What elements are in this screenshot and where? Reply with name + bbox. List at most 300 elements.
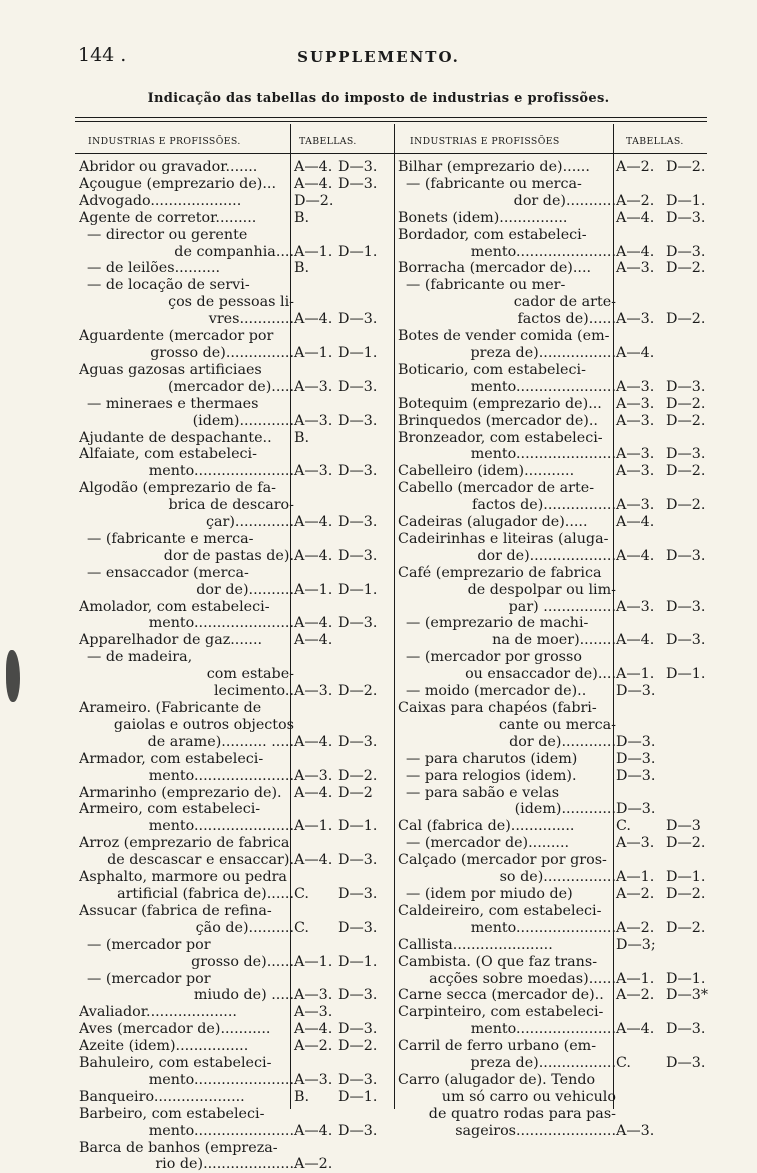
entry-line: dor de)................... [477,547,616,564]
table-code-a: A—1. [294,581,333,598]
entry-line: de arame).......... ..... [147,733,294,750]
entry-text [398,210,616,227]
entry-line: rio de).................... [155,1156,294,1173]
entry-text [79,869,294,903]
table-code-a: A—2. [294,1038,333,1055]
entry-line: lecimento.. [213,683,294,700]
entry-line: Assucar (fabrica de refina- [79,902,272,919]
table-row [398,430,710,464]
table-code-a: A—3. [294,767,333,784]
entry-line: Aguas gazosas artificiaes [79,361,262,378]
entry-line: grosso de)...... [191,953,294,970]
table-code-a: A—3. [294,463,333,480]
table-row [398,700,710,751]
table-code-a: D—2. [294,192,334,209]
entry-text [398,649,616,683]
table-code-a: D—3. [616,683,656,700]
table-code-d: D—2. [666,159,706,175]
table-code-a: A—4. [616,547,655,564]
table-row [398,1072,710,1140]
entry-line: — mineraes e thermaes [87,395,259,412]
table-row [398,328,710,362]
entry-line: Aguardente (mercador por [79,328,274,345]
entry-line: — (mercador por [87,970,211,987]
entry-text [398,176,616,210]
entry-line: miudo de) ..... [193,987,294,1004]
entry-line: — (idem por miudo de) [406,885,573,902]
table-row [398,531,710,565]
table-code-d: D—3. [338,378,378,395]
table-code-a: A—3. [294,1071,333,1088]
table-code-d: D—1. [338,1088,378,1105]
entry-line: so de)................ [499,869,616,886]
entry-line: — (fabricante ou mer- [406,277,566,294]
table-code-d: D—2. [666,260,706,277]
entry-text [79,751,294,785]
entry-line: preza de)................. [470,344,616,361]
entry-text [79,700,294,751]
entry-text [398,159,616,176]
entry-line: de despolpar ou lim- [467,581,616,598]
entry-line: (idem)............ [192,412,294,429]
table-code-a: A—4. [294,514,333,531]
table-row [398,227,710,261]
table-code-a: A—3. [294,683,333,700]
entry-line: Alfaiate, com estabeleci- [79,446,257,463]
entry-text [398,463,616,480]
table-row [398,362,710,396]
table-code-d: D—3. [666,243,706,260]
entry-line: çar)............. [205,514,294,531]
table-code-a: A—1. [616,869,655,886]
table-code-a: A—2. [616,159,655,175]
entry-text [398,700,616,751]
entry-text [79,1089,294,1106]
table-row [79,785,394,802]
entry-text [79,176,294,193]
entry-line: Arameiro. (Fabricante de [79,700,262,716]
table-code-a: A—4. [616,243,655,260]
table-row [79,176,394,193]
table-code-d: D—3. [338,733,378,750]
table-row [79,1140,394,1173]
table-row [398,260,710,277]
entry-line: Carpinteiro, com estabeleci- [398,1004,604,1021]
table-code-a: A—3. [294,1004,333,1021]
entry-line: Borracha (mercador de).... [398,260,592,277]
entry-line: Armador, com estabeleci- [79,750,264,767]
entry-line: dor de pastas de). [163,547,294,564]
entry-line: mento...................... [148,615,294,632]
entry-line: de descascar e ensaccar). [107,852,294,869]
table-code-d: D—2. [338,683,378,700]
table-row [79,396,394,430]
entry-line: ços de pessoas li- [168,294,294,311]
table-row [398,463,710,480]
table-row [79,632,394,649]
table-code-a: C. [294,919,309,936]
entry-text [398,835,616,852]
table-code-a: A—4. [294,632,333,649]
table-code-d: D—1. [338,243,378,260]
table-code-d: D—1. [338,344,378,361]
table-code-a: A—4. [294,852,333,869]
entry-line: Cadeiras (alugador de)..... [398,514,588,531]
entry-text [398,227,616,261]
right-column [398,159,710,1140]
entry-line: — de madeira, [87,649,193,666]
entry-line: brica de descaro- [168,497,294,514]
table-code-a: A—3. [294,378,333,395]
entry-text [79,446,294,480]
entry-text [79,649,294,700]
table-row [79,869,394,903]
table-row [79,480,394,531]
entry-line: Caixas para chapéos (fabri- [398,700,597,716]
table-row [79,700,394,751]
entry-text [398,565,616,616]
entry-text [398,886,616,903]
table-row [398,649,710,683]
entry-line: — de locação de servi- [87,277,250,294]
table-row [79,1055,394,1089]
entry-text [79,1038,294,1055]
entry-text [398,683,616,700]
table-code-a: A—4. [294,733,333,750]
table-row [398,683,710,700]
entry-line: ou ensaccador de).... [465,666,616,683]
table-code-a: B. [294,260,310,277]
table-code-d: D—3. [338,615,378,632]
table-code-d: D—3* [666,987,709,1004]
entry-text [79,1140,294,1173]
table-row [79,210,394,227]
entry-line: Armeiro, com estabeleci- [79,801,261,818]
entry-line: Callista...................... [398,936,553,953]
table-row [398,751,710,768]
entry-text [79,210,294,227]
entry-text [398,1004,616,1038]
page-title: SUPPLEMENTO. [297,48,460,66]
entry-text [398,785,616,819]
table-code-a: A—3. [616,598,655,615]
table-code-d: D—2. [666,311,706,328]
table-code-a: A—3. [616,395,655,412]
table-row [398,210,710,227]
table-code-a: A—1. [294,344,333,361]
table-code-a: A—3. [616,412,655,429]
entry-line: dor de)........... [513,192,616,209]
entry-line: Botes de vender comida (em- [398,328,610,345]
table-code-d: D—3. [338,1071,378,1088]
table-code-a: B. [294,1088,310,1105]
table-code-d: D—2. [666,395,706,412]
table-row [398,396,710,413]
entry-line: Açougue (emprezario de)... [79,175,276,192]
left-industries-header: INDUSTRIAS E PROFISSÕES. [88,136,241,147]
table-code-d: D—2. [666,885,706,902]
entry-line: Bronzeador, com estabeleci- [398,429,603,446]
entry-line: Carro (alugador de). Tendo [398,1071,596,1088]
entry-text [79,396,294,430]
table-row [79,565,394,599]
entry-line: mento...................... [470,1021,616,1038]
table-code-d: D—3 [666,818,701,835]
table-row [79,430,394,447]
table-code-a: D—3. [616,750,656,767]
entry-line: com estabe- [206,666,294,683]
entry-line: Bonets (idem)............... [398,209,568,226]
table-code-d: D—3. [338,159,378,175]
left-column [79,159,394,1173]
entry-line: Calçado (mercador por gros- [398,852,607,869]
entry-line: mento...................... [148,767,294,784]
entry-text [79,260,294,277]
table-row [79,446,394,480]
table-code-a: A—2. [616,919,655,936]
table-code-a: A—4. [294,1122,333,1139]
entry-text [398,480,616,514]
entry-line: Café (emprezario de fabrica [398,564,602,581]
entry-line: Bahuleiro, com estabeleci- [79,1055,272,1072]
table-code-d: D—1. [338,818,378,835]
table-row [398,413,710,430]
table-code-d: D—2. [338,767,378,784]
table-code-a: A—2. [616,885,655,902]
table-code-a: A—4. [294,1021,333,1038]
table-code-d: D—3. [338,175,378,192]
right-industries-header: INDUSTRIAS E PROFISSÕES [410,136,560,147]
entry-text [398,987,616,1004]
entry-line: de companhia.... [174,243,294,260]
table-code-d: D—3. [666,632,706,649]
entry-text [398,413,616,430]
table-code-d: D—1. [666,970,706,987]
entry-line: Cabello (mercador de arte- [398,480,595,497]
table-code-d: D—1. [666,666,706,683]
entry-line: grosso de)............... [150,344,294,361]
table-code-a: A—4. [294,175,333,192]
entry-line: — para charutos (idem) [406,750,578,767]
table-code-d: D—2. [666,919,706,936]
column-divider-center [394,124,395,1109]
table-code-a: A—4. [294,311,333,328]
entry-line: gaiolas e outros objectos [113,716,294,733]
entry-text [398,615,616,649]
table-code-d: D—1. [338,953,378,970]
table-code-d: D—3. [666,209,706,226]
entry-line: cador de arte- [513,294,616,311]
entry-line: Barbeiro, com estabeleci- [79,1105,265,1122]
entry-line: preza de)................. [470,1055,616,1072]
table-code-a: A—3. [616,497,655,514]
table-code-d: D—3. [666,547,706,564]
entry-line: Aves (mercador de)........... [79,1021,271,1038]
entry-line: sageiros...................... [455,1122,616,1139]
entry-text [79,903,294,937]
table-row [398,514,710,531]
table-row [79,903,394,937]
entry-line: Apparelhador de gaz....... [79,632,263,649]
entry-text [398,937,616,954]
entry-line: Carril de ferro urbano (em- [398,1038,597,1055]
entry-line: — de leilões.......... [87,260,221,277]
table-code-a: A—1. [294,818,333,835]
table-row [79,328,394,362]
entry-text [79,362,294,396]
entry-line: Botequim (emprezario de)... [398,395,602,412]
table-code-d: D—3. [338,885,378,902]
table-code-d: D—3. [338,987,378,1004]
table-code-a: A—3. [616,463,655,480]
table-code-a: A—3. [616,446,655,463]
entry-text [79,193,294,210]
table-row [398,768,710,785]
table-code-d: D—2. [666,497,706,514]
entry-line: dor de)............ [509,733,616,750]
table-code-a: B. [294,209,310,226]
entry-line: Algodão (emprezario de fa- [79,480,276,497]
entry-line: mento...................... [470,243,616,260]
table-code-a: A—1. [616,970,655,987]
table-row [398,903,710,937]
table-code-d: D—3. [338,463,378,480]
table-code-d: D—3. [666,378,706,395]
page-number: 144 . [78,44,127,66]
entry-text [79,277,294,328]
entry-text [79,785,294,802]
entry-text [79,565,294,599]
table-code-d: D—3. [338,1122,378,1139]
entry-line: Advogado.................... [79,192,242,209]
entry-line: (idem)............ [514,801,616,818]
entry-text [398,768,616,785]
table-code-a: A—2. [616,987,655,1004]
table-code-a: D—3. [616,733,656,750]
entry-line: acções sobre moedas)...... [429,970,616,987]
table-row [398,937,710,954]
entry-text [398,396,616,413]
entry-line: Armarinho (emprezario de). [79,784,282,801]
table-code-d: D—2. [666,835,706,852]
entry-text [398,531,616,565]
table-subtitle: Indicação das tabellas do imposto de industrias e profissões. [147,91,610,106]
entry-text [398,328,616,362]
table-code-a: B. [294,429,310,446]
entry-line: Bordador, com estabeleci- [398,226,587,243]
entry-line: na de moer)........ [492,632,616,649]
entry-line: par) ................ [508,598,616,615]
table-row [79,937,394,971]
entry-line: — (fabricante ou merca- [406,175,582,192]
table-code-a: C. [616,1055,631,1072]
entry-text [79,1106,294,1140]
top-rule-1 [75,117,707,118]
table-code-a: A—4. [616,209,655,226]
ink-blot [6,650,20,702]
table-code-d: D—1. [338,581,378,598]
table-row [398,1038,710,1072]
entry-text [79,227,294,261]
entry-text [79,1021,294,1038]
entry-line: Cadeirinhas e liteiras (aluga- [398,530,609,547]
table-row [398,277,710,328]
entry-line: um só carro ou vehiculo [441,1088,616,1105]
table-row [79,751,394,785]
entry-text [398,954,616,988]
table-row [398,818,710,835]
table-code-a: A—1. [294,953,333,970]
entry-line: — (emprezario de machi- [406,615,589,632]
entry-line: ção de).......... [195,919,294,936]
entry-text [79,480,294,531]
table-row [398,886,710,903]
entry-line: vres............ [208,311,294,328]
entry-line: Asphalto, marmore ou pedra [79,869,287,886]
entry-line: Avaliador.................... [79,1004,237,1021]
entry-line: Amolador, com estabeleci- [79,598,270,615]
table-code-a: A—3. [616,378,655,395]
entry-line: Cal (fabrica de).............. [398,818,575,835]
table-row [398,987,710,1004]
table-code-d: D—3. [338,852,378,869]
entry-line: — (mercador por [87,936,211,953]
entry-text [79,971,294,1005]
table-code-d: D—3. [338,311,378,328]
left-tables-header: TABELLAS. [299,136,357,147]
entry-line: Azeite (idem)................ [79,1038,249,1055]
table-code-a: C. [294,885,309,902]
table-code-a: A—3. [616,311,655,328]
entry-text [398,1072,616,1140]
right-tables-header: TABELLAS. [626,136,684,147]
table-row [79,971,394,1005]
table-row [398,835,710,852]
table-code-a: A—4. [294,615,333,632]
table-code-d: D—3. [666,1055,706,1072]
entry-text [79,632,294,649]
table-row [398,954,710,988]
table-code-a: A—4. [294,159,333,175]
entry-line: Ajudante de despachante.. [79,429,272,446]
entry-line: mento...................... [148,1071,294,1088]
entry-line: mento...................... [148,463,294,480]
entry-line: Banqueiro.................... [79,1088,245,1105]
entry-text [398,362,616,396]
table-code-d: D—3. [666,446,706,463]
entry-text [398,277,616,328]
entry-line: mento...................... [148,818,294,835]
entry-line: Boticario, com estabeleci- [398,361,586,378]
entry-text [398,260,616,277]
entry-line: factos de)...... [517,311,616,328]
entry-text [398,514,616,531]
entry-line: — (fabricante e merca- [87,530,254,547]
entry-text [79,1004,294,1021]
table-row [79,1038,394,1055]
entry-text [79,430,294,447]
table-code-a: A—2. [294,1156,333,1173]
table-code-a: C. [616,818,631,835]
table-row [79,260,394,277]
table-row [398,785,710,819]
table-row [398,852,710,886]
entry-line: artificial (fabrica de)...... [117,885,294,902]
table-code-d: D—3. [338,412,378,429]
entry-text [79,835,294,869]
table-code-a: A—3. [616,260,655,277]
table-code-d: D—1. [666,869,706,886]
